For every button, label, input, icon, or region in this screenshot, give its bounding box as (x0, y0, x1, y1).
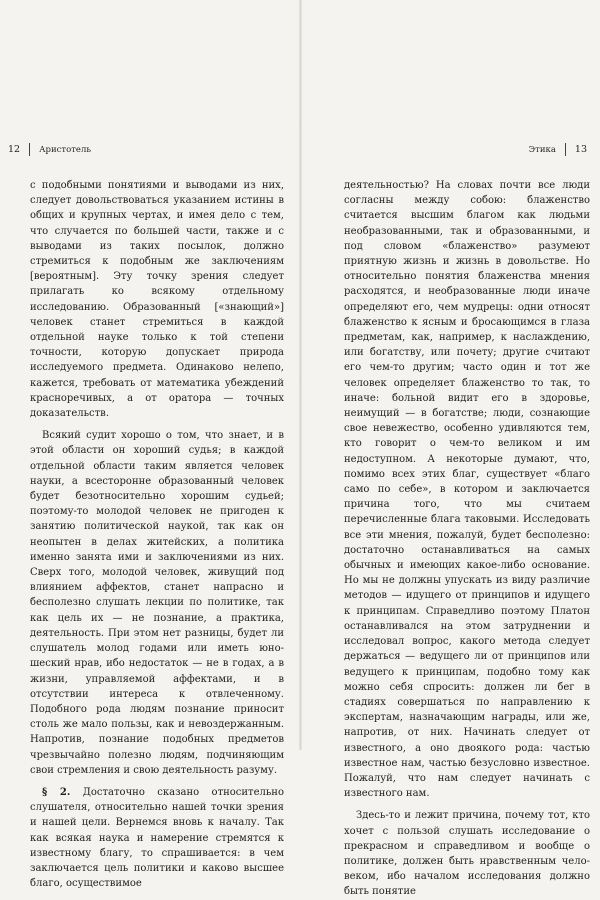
section-paragraph (30, 785, 284, 891)
left-running-title: Аристотель (39, 144, 91, 155)
right-page (302, 0, 600, 898)
right-running-title: Этика (528, 144, 556, 155)
right-running-head (529, 143, 587, 156)
right-page-number: 13 (574, 143, 587, 155)
left-page (0, 0, 299, 890)
section-number: § 2. (42, 786, 71, 798)
right-body-text (344, 178, 590, 900)
left-paragraph-1: с подобными понятиями и выводами из них, следует довольствоваться указанием истины в общих и крупных чертах, и имея дело с тем, что случается по большей части, также и с выводами из таких посылок, должно стремиться к подобным же заключениям [вероятным]. Эту точку зрения следует прилагать ко всякому отдельному исследованию. Образованный [«знающий»] человек станет стремиться в каждой отдельной науке только к той степени точности, которую допускает природа исследуемого предмета. Одинаково нелепо, кажется, требовать от математика убеждений красноречивых, а от оратора — точных доказательств. (30, 180, 284, 420)
left-body-text (30, 178, 284, 891)
running-head-divider (29, 143, 30, 156)
left-page-number: 12 (8, 143, 21, 155)
right-paragraph-1: деятельностью? На словах почти все люди согласны между собою: блаженство считается высшим благом как людьми необразованными, так и образованными, и под словом «блаженство» разумеют приятную жизнь и жизнь в довольстве. Но относительно понятия блаженства мнения расходятся, и необразованные люди иначе определяют его, чем мудрецы: одни относят блаженство к ясным и бросающимся в глаза предметам, как, например, к наслаждению, или богатству, или почету; другие считают его чем-то другим; часто один и тот же человек определяет блаженство то так, то иначе: больной видит его в здоровье, неимущий — в богатстве; люди, сознающие свое невежество, особенно удивляются тем, кто говорит о чем-то великом и им недоступном. А некоторые думают, что, помимо всех этих благ, существует «благо само по себе», в котором и заключается причина того, что мы считаем перечисленные блага таковыми. Исследовать все эти мнения, пожалуй, будет бесполезно: достаточно останавливаться на самых обычных и имеющих какое-либо основание. Но мы не должны упускать из виду различие методов — идущего от принципов и идущего к принципам. Справедливо поэтому Платон останавливался на этом затруднении и исследовал вопрос, какого метода следует держаться — ведущего ли от принципов или ведущего к принципам, подобно тому как можно себя спросить: должен ли бег в стадиях совершаться по направлению к экспертам, назначающим награды, или же, напротив, от них. Начинать следует от известного, а оно двоякого рода: частью известное нам, частью безусловно известное. Пожалуй, что нам следует начинать с известного нам. (344, 180, 590, 800)
section-text: Достаточно сказано относительно слушателя, относительно нашей точки зрения и нашей цели. Вернемся вновь к началу. Так как всякая наука и намерение стремятся к известному благу, то спрашивается: в чем заключается цель политики и каково высшее благо, осуществимое (30, 786, 284, 890)
right-paragraph-2: Здесь-то и лежит причина, почему тот, кто хочет с пользой слушать исследование о прекрасном и справедливом и вообще о политике, должен быть нравственным человеком, ибо началом исследования должно быть понятие (344, 810, 590, 898)
running-head-divider (565, 143, 566, 156)
left-running-head (8, 143, 91, 156)
left-paragraph-2: Всякий судит хорошо о том, что знает, и в этой области он хороший судья; в каждой отдельной области таким является человек науки, а всесторонне образованный человек будет безотносительно хорошим судьей; поэтому-то молодой человек не пригоден к занятию политической наукой, так как он неопытен в делах житейских, а политика именно занята ими и заключениями из них. Сверх того, молодой человек, живущий под влиянием аффектов, станет напрасно и бесполезно слушать лекции по политике, так как цель их — не познание, а практика, деятельность. При этом нет разницы, будет ли слушатель молод годами или иметь юношеский нрав, ибо недостаток — не в годах, а в жизни, управляемой аффектами, и в отсутствии интереса к отвлеченному. Подобного рода людям познание приносит столь же мало пользы, как и невоздержанным. Напротив, познание подобных предметов чрезвычайно полезно людям, подчиняющим свои стремления и свою деятельность разуму. (30, 430, 284, 776)
